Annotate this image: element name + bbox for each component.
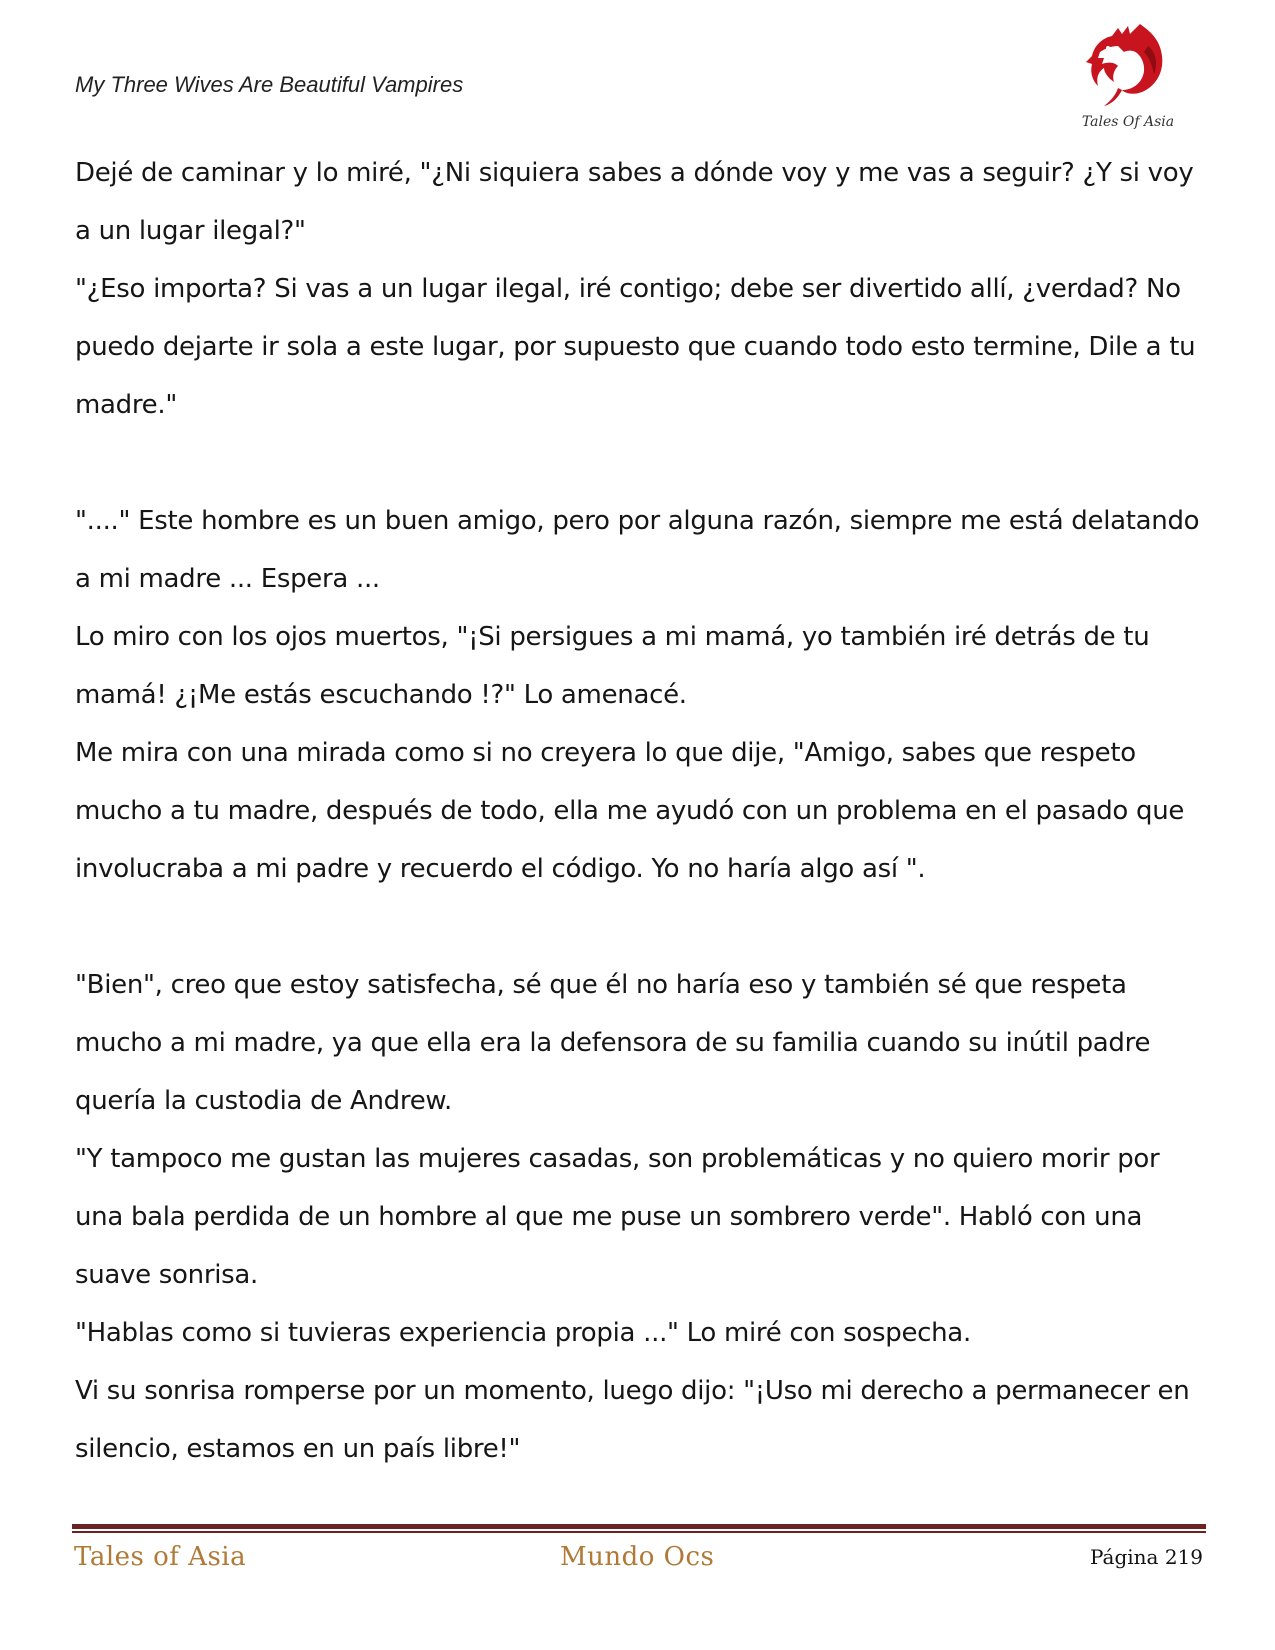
footer-translator: Mundo Ocs xyxy=(560,1542,715,1572)
paragraph: "...." Este hombre es un buen amigo, pero por alguna razón, siempre me está delatando a mi madre ... Espera ... xyxy=(75,506,1200,594)
paragraph-gap xyxy=(75,434,1205,492)
page-number: Página 219 xyxy=(1089,1545,1203,1569)
paragraph-gap xyxy=(75,898,1205,956)
paragraph: "Hablas como si tuvieras experiencia propia ..." Lo miré con sospecha. xyxy=(75,1318,971,1348)
paragraph: Dejé de caminar y lo miré, "¿Ni siquiera sabes a dónde voy y me vas a seguir? ¿Y si voy a un lugar ilegal?" xyxy=(75,158,1194,246)
dragon-icon xyxy=(1078,16,1178,116)
paragraph: Me mira con una mirada como si no creyera lo que dije, "Amigo, sabes que respeto mucho a tu madre, después de todo, ella me ayudó con un problema en el pasado que involucraba a mi padre y recuerdo el código. Yo no haría algo así ". xyxy=(75,738,1185,884)
paragraph: Lo miro con los ojos muertos, "¡Si persigues a mi mamá, yo también iré detrás de tu mamá! ¿¡Me estás escuchando !?" Lo amenacé. xyxy=(75,622,1150,710)
paragraph: "Y tampoco me gustan las mujeres casadas, son problemáticas y no quiero morir por una bala perdida de un hombre al que me puse un sombrero verde". Habló con una suave sonrisa. xyxy=(75,1144,1160,1290)
logo-text: Tales Of Asia xyxy=(1081,114,1175,130)
paragraph: "¿Eso importa? Si vas a un lugar ilegal, iré contigo; debe ser divertido allí, ¿verdad? No puedo dejarte ir sola a este lugar, por supuesto que cuando todo esto termine, Dile a tu madre." xyxy=(75,274,1196,420)
book-title: My Three Wives Are Beautiful Vampires xyxy=(75,72,464,97)
paragraph: "Bien", creo que estoy satisfecha, sé que él no haría eso y también sé que respeta mucho a mi madre, ya que ella era la defensora de su familia cuando su inútil padre quería la custodia de Andrew. xyxy=(75,970,1151,1116)
tales-of-asia-logo xyxy=(1078,16,1178,136)
footer-divider xyxy=(72,1524,1206,1533)
footer-publisher: Tales of Asia xyxy=(74,1542,247,1572)
paragraph: Vi su sonrisa romperse por un momento, luego dijo: "¡Uso mi derecho a permanecer en silencio, estamos en un país libre!" xyxy=(75,1376,1190,1464)
chapter-text xyxy=(75,144,1205,1478)
